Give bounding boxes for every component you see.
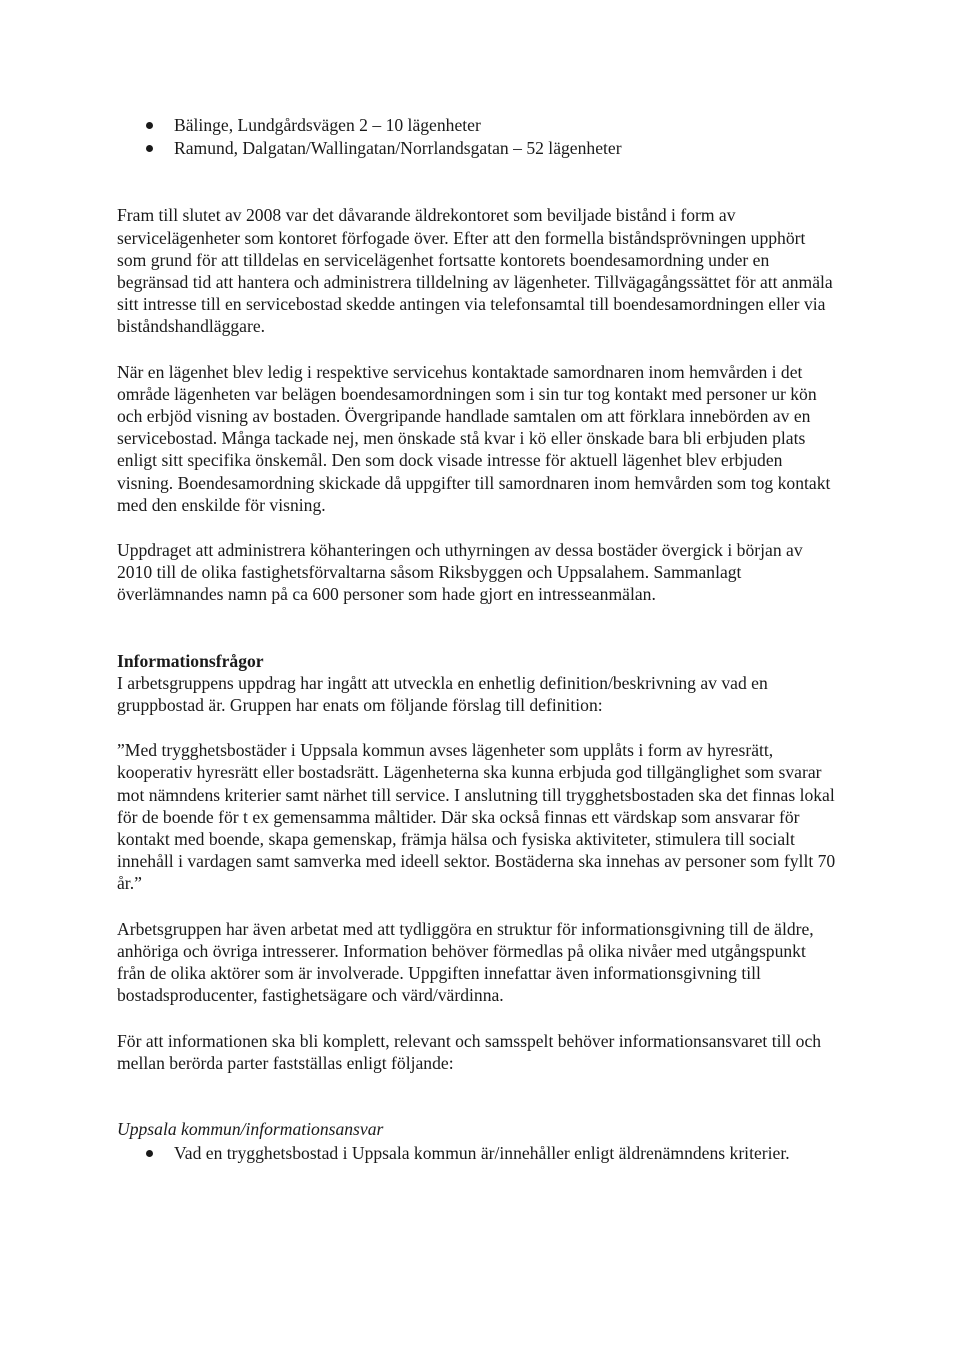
- paragraph-information-structure: Arbetsgruppen har även arbetat med att tydliggöra en struktur för informationsgivning till de äldre, anhöriga och övriga intresserer. Information behöver förmedlas på olika nivåer med utgångspunkt från de olika aktörer som är involverade. Uppgiften innefattar även informationsgivning till bostadsproducenter, fastighetsägare och värd/värdinna.: [117, 918, 814, 1006]
- housing-list: [117, 114, 837, 159]
- list-item: [117, 1142, 837, 1164]
- list-item: [117, 114, 837, 136]
- paragraph-definition-quote: ”Med trygghetsbostäder i Uppsala kommun avses lägenheter som upplåts i form av hyresrätt, kooperativ hyresrätt eller bostadsrätt. Lägenheterna ska kunna erbjuda god tillgänglighet som svarar mot nämndens kriterier samt närhet till service. I anslutning till trygghetsbostaden ska det finnas lokal för de boende för t ex gemensamma måltider. Där ska också finnas ett värdskap som ansvarar för kontakt med boende, skapa gemenskap, främja hälsa och fysiska aktiviteter, stimulera till socialt innehåll i vardagen samt samverka med ideell sektor. Bostäderna ska innehas av personer som fyllt 70 år.”: [117, 740, 836, 894]
- subsection-heading: Uppsala kommun/informationsansvar: [117, 1118, 384, 1139]
- responsibility-list: [117, 1142, 837, 1164]
- list-item-text: Bälinge, Lundgårdsvägen 2 – 10 lägenheter: [174, 115, 481, 135]
- paragraph-vacancy-process: När en lägenhet blev ledig i respektive servicehus kontaktade samordnaren inom hemvården i det område lägenheten var belägen boendesamordningen som i sin tur tog kontakt med personer ur kön och erbjöd visning av bostaden. Övergripande handlade samtalen om att förklara innebörden av en servicebostad. Många tackade nej, men önskade stå kvar i kö eller önskade bara bli erbjuden plats enligt sitt specifika önskemål. Den som dock visade intresse för aktuell lägenhet blev erbjuden visning. Boendesamordning skickade då uppgifter till samordnaren inom hemvården som tog kontakt med den enskilde för visning.: [117, 361, 831, 515]
- document-page: [117, 112, 837, 1165]
- paragraph-history: Fram till slutet av 2008 var det dåvarande äldrekontoret som beviljade bistånd i form av servicelägenheter som kontoret förfogade över. Efter att den formella biståndsprövningen upphört som grund för att tilldelas en servicelägenhet fortsatte kontorets boendesamordning under en begränsad tid att hantera och administrera tilldelning av lägenheter. Tillvägagångssättet för att anmäla sitt intresse till en servicebostad skedde antingen via telefonsamtal till boendesamordningen eller via biståndshandläggare.: [117, 205, 833, 337]
- paragraph-queue-handover: Uppdraget att administrera köhanteringen och uthyrningen av dessa bostäder övergick i början av 2010 till de olika fastighetsförvaltarna såsom Riksbyggen och Uppsalahem. Sammanlagt överlämnandes namn på ca 600 personer som hade gjort en intresseanmälan.: [117, 540, 803, 605]
- bullet-icon: [146, 145, 153, 152]
- bullet-icon: [146, 122, 153, 129]
- list-item-text: Ramund, Dalgatan/Wallingatan/Norrlandsgatan – 52 lägenheter: [174, 138, 622, 159]
- paragraph-information-responsibility: För att informationen ska bli komplett, relevant och samsspelt behöver informationsansvaret till och mellan berörda parter fastställas enligt följande:: [117, 1030, 822, 1073]
- list-item: [117, 137, 837, 159]
- section-heading: Informationsfrågor: [117, 650, 264, 671]
- list-item-text: Vad en trygghetsbostad i Uppsala kommun är/innehåller enligt äldrenämndens kriterier.: [174, 1143, 790, 1164]
- bullet-icon: [146, 1150, 153, 1157]
- paragraph-definition-intro: I arbetsgruppens uppdrag har ingått att utveckla en enhetlig definition/beskrivning av vad en gruppbostad är. Gruppen har enats om följande förslag till definition:: [117, 672, 768, 716]
